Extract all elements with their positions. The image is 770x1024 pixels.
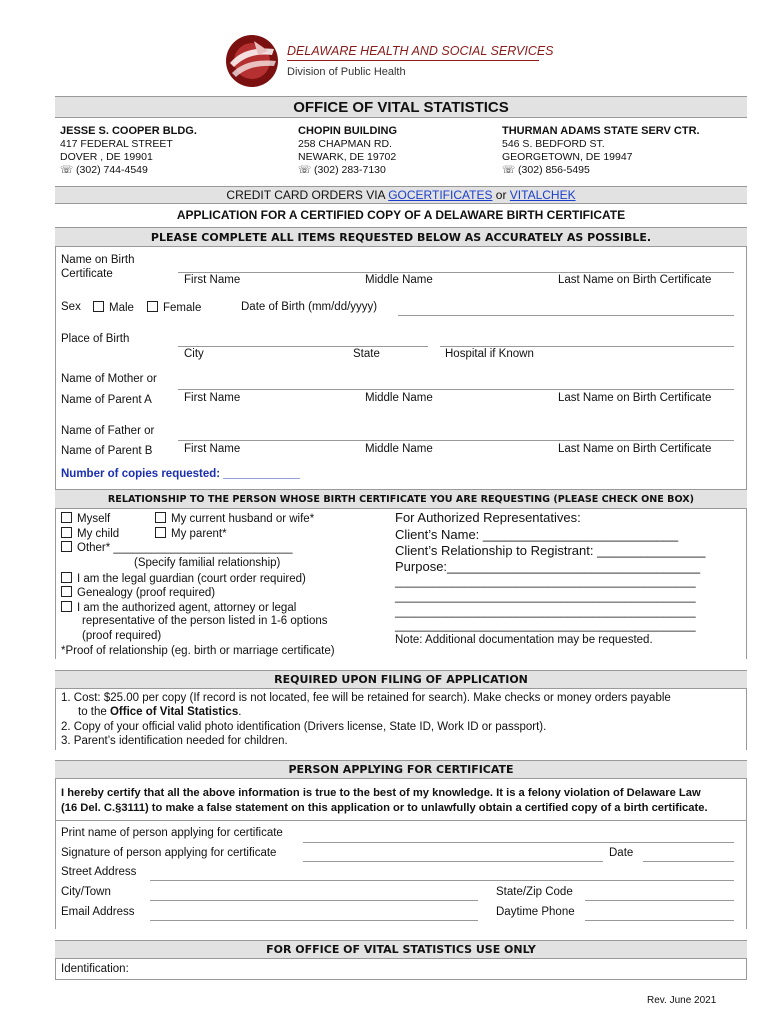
certification-rule (56, 820, 746, 821)
form-left-border (55, 247, 56, 659)
sex-label: Sex (61, 301, 81, 313)
female-option[interactable] (147, 301, 201, 314)
myself-checkbox[interactable] (61, 512, 72, 523)
parent-label: My parent* (171, 528, 227, 540)
guardian-checkbox[interactable] (61, 572, 72, 583)
signature-input[interactable] (303, 861, 603, 862)
payee-name: Office of Vital Statistics (109, 706, 239, 718)
agency-name: DELAWARE HEALTH AND SOCIAL SERVICES (287, 44, 554, 58)
genealogy-checkbox[interactable] (61, 586, 72, 597)
email-label: Email Address (61, 906, 135, 918)
state-caption: State (353, 348, 380, 360)
name-on-birth-label-2: Certificate (61, 268, 113, 280)
certification-line-1: I hereby certify that all the above information is true to the best of my knowledge. It is a felony violation of Delaware Law (61, 787, 701, 799)
other-checkbox[interactable] (61, 541, 72, 552)
vitalchek-link[interactable]: VITALCHEK (509, 188, 576, 202)
other-label: Other* ____________________________ (77, 542, 293, 554)
required-item-1: 1. Cost: $25.00 per copy (If record is not located, fee will be retained for search). Make checks or money orders payable (61, 692, 671, 704)
print-name-input[interactable] (303, 842, 734, 843)
street-input[interactable] (150, 880, 734, 881)
dob-label: Date of Birth (mm/dd/yyyy) (241, 301, 378, 313)
daytime-phone-input[interactable] (585, 920, 734, 921)
certification-line-2: (16 Del. C.§3111) to make a false statement on this application or to unlawfully obtain a certified copy of a birth certificate. (61, 802, 708, 814)
client-name-field[interactable]: Client’s Name: ___________________________ (395, 527, 679, 542)
date-label: Date (609, 847, 634, 859)
credit-prefix: CREDIT CARD ORDERS VIA (226, 188, 389, 202)
division-name: Division of Public Health (287, 66, 406, 78)
middle-name-caption: Middle Name (365, 274, 433, 286)
male-option[interactable] (93, 301, 134, 314)
mother-first-caption: First Name (184, 392, 241, 404)
first-name-caption: First Name (184, 274, 241, 286)
required-item-3: 3. Parent’s identification needed for children. (61, 735, 288, 747)
date-input[interactable] (643, 861, 734, 862)
husband-wife-option[interactable] (155, 512, 314, 525)
last-name-caption: Last Name on Birth Certificate (558, 274, 712, 286)
specify-relationship: (Specify familial relationship) (134, 557, 281, 569)
hospital-input[interactable] (440, 346, 734, 347)
person-applying-band: PERSON APPLYING FOR CERTIFICATE (55, 760, 747, 779)
office-title: OFFICE OF VITAL STATISTICS (55, 96, 747, 118)
documentation-note: Note: Additional documentation may be requested. (395, 634, 653, 646)
father-last-caption: Last Name on Birth Certificate (558, 443, 712, 455)
gocertificates-link[interactable]: GOCERTIFICATES (388, 188, 493, 202)
female-checkbox[interactable] (147, 301, 158, 312)
dob-input[interactable] (398, 315, 734, 316)
father-first-caption: First Name (184, 443, 241, 455)
authorized-reps-title: For Authorized Representatives: (395, 510, 581, 525)
office-use-left-border (55, 959, 56, 979)
street-label: Street Address (61, 866, 137, 878)
applicant-left-border (55, 779, 56, 929)
father-label-2: Name of Parent B (61, 445, 153, 457)
address-phone: ☏ (302) 856-5495 (502, 164, 590, 176)
other-option[interactable] (61, 541, 293, 554)
email-input[interactable] (150, 920, 478, 921)
agency-rule (287, 60, 539, 61)
signature-label: Signature of person applying for certificate (61, 847, 277, 859)
form-right-border (746, 247, 747, 659)
name-on-birth-input[interactable] (178, 272, 734, 273)
mother-middle-caption: Middle Name (365, 392, 433, 404)
applicant-right-border (746, 779, 747, 929)
instruction-band: PLEASE COMPLETE ALL ITEMS REQUESTED BELOW AS ACCURATELY AS POSSIBLE. (55, 227, 747, 247)
revision-date: Rev. June 2021 (647, 995, 717, 1006)
identification-label: Identification: (61, 963, 129, 975)
parent-checkbox[interactable] (155, 527, 166, 538)
state-zip-input[interactable] (585, 900, 734, 901)
office-use-bottom-rule (55, 979, 747, 980)
genealogy-label: Genealogy (proof required) (77, 587, 216, 599)
credit-mid: or (492, 188, 510, 202)
credit-card-band (55, 186, 747, 204)
my-child-checkbox[interactable] (61, 527, 72, 538)
address-city: DOVER , DE 19901 (60, 151, 153, 163)
mother-name-input[interactable] (178, 389, 734, 390)
mother-last-caption: Last Name on Birth Certificate (558, 392, 712, 404)
city-town-input[interactable] (150, 900, 478, 901)
copies-requested[interactable]: Number of copies requested: ____________ (61, 468, 301, 480)
required-item-1-cont (78, 706, 241, 718)
husband-wife-label: My current husband or wife* (171, 513, 315, 525)
address-name: THURMAN ADAMS STATE SERV CTR. (502, 125, 700, 137)
guardian-option[interactable] (61, 572, 306, 585)
required-item-1-prefix: to the (78, 706, 110, 718)
name-on-birth-label-1: Name on Birth (61, 254, 135, 266)
agent-label-2: representative of the person listed in 1-6 options (82, 615, 328, 627)
dhss-logo-icon (224, 33, 280, 89)
husband-wife-checkbox[interactable] (155, 512, 166, 523)
purpose-line-3[interactable]: _______________________________________________ (395, 606, 696, 618)
address-phone: ☏ (302) 744-4549 (60, 164, 148, 176)
city-town-label: City/Town (61, 886, 111, 898)
my-child-label: My child (77, 528, 120, 540)
father-middle-caption: Middle Name (365, 443, 433, 455)
required-item-2: 2. Copy of your official valid photo identification (Drivers license, State ID, Work ID or passport). (61, 721, 547, 733)
father-name-input[interactable] (178, 440, 734, 441)
required-band: REQUIRED UPON FILING OF APPLICATION (55, 670, 747, 689)
male-checkbox[interactable] (93, 301, 104, 312)
address-street: 546 S. BEDFORD ST. (502, 138, 605, 150)
myself-option[interactable] (61, 512, 110, 525)
office-use-right-border (746, 959, 747, 979)
application-title: APPLICATION FOR A CERTIFIED COPY OF A DELAWARE BIRTH CERTIFICATE (176, 208, 626, 222)
address-phone: ☏ (302) 283-7130 (298, 164, 386, 176)
agent-label: I am the authorized agent, attorney or legal (77, 602, 297, 614)
agent-checkbox[interactable] (61, 601, 72, 612)
address-street: 417 FEDERAL STREET (60, 138, 173, 150)
address-name: JESSE S. COOPER BLDG. (60, 125, 197, 137)
state-zip-label: State/Zip Code (496, 886, 573, 898)
city-caption: City (184, 348, 204, 360)
myself-label: Myself (77, 513, 111, 525)
purpose-line-2[interactable]: _______________________________________________ (395, 591, 696, 603)
guardian-label: I am the legal guardian (court order required) (77, 573, 306, 585)
agent-option[interactable] (61, 601, 296, 614)
place-of-birth-label: Place of Birth (61, 333, 130, 345)
proof-note: *Proof of relationship (eg. birth or marriage certificate) (61, 645, 335, 657)
male-label: Male (109, 302, 134, 314)
address-city: NEWARK, DE 19702 (298, 151, 397, 163)
address-city: GEORGETOWN, DE 19947 (502, 151, 633, 163)
genealogy-option[interactable] (61, 586, 215, 599)
city-input[interactable] (178, 346, 428, 347)
agent-label-3: (proof required) (82, 630, 162, 642)
print-name-label: Print name of person applying for certificate (61, 827, 283, 839)
address-cooper (60, 125, 197, 177)
purpose-line-4[interactable]: _______________________________________________ (395, 620, 696, 632)
office-use-band: FOR OFFICE OF VITAL STATISTICS USE ONLY (55, 940, 747, 959)
required-left-border (55, 689, 56, 750)
address-adams (502, 125, 700, 177)
female-label: Female (163, 302, 202, 314)
daytime-phone-label: Daytime Phone (496, 906, 575, 918)
address-chopin (298, 125, 397, 177)
client-relationship-field[interactable]: Client’s Relationship to Registrant: _______________ (395, 543, 706, 558)
father-label-1: Name of Father or (61, 425, 155, 437)
hospital-caption: Hospital if Known (445, 348, 534, 360)
required-right-border (746, 689, 747, 750)
purpose-field[interactable]: Purpose:___________________________________ (395, 559, 701, 574)
parent-option[interactable] (155, 527, 227, 540)
relationship-band: RELATIONSHIP TO THE PERSON WHOSE BIRTH CERTIFICATE YOU ARE REQUESTING (PLEASE CHECK ONE BOX) (55, 489, 747, 509)
mother-label-2: Name of Parent A (61, 394, 152, 406)
address-name: CHOPIN BUILDING (298, 125, 397, 137)
address-street: 258 CHAPMAN RD. (298, 138, 392, 150)
required-item-1-suffix: . (238, 706, 242, 718)
mother-label-1: Name of Mother or (61, 373, 157, 385)
purpose-line-1[interactable]: _______________________________________________ (395, 576, 696, 588)
my-child-option[interactable] (61, 527, 119, 540)
